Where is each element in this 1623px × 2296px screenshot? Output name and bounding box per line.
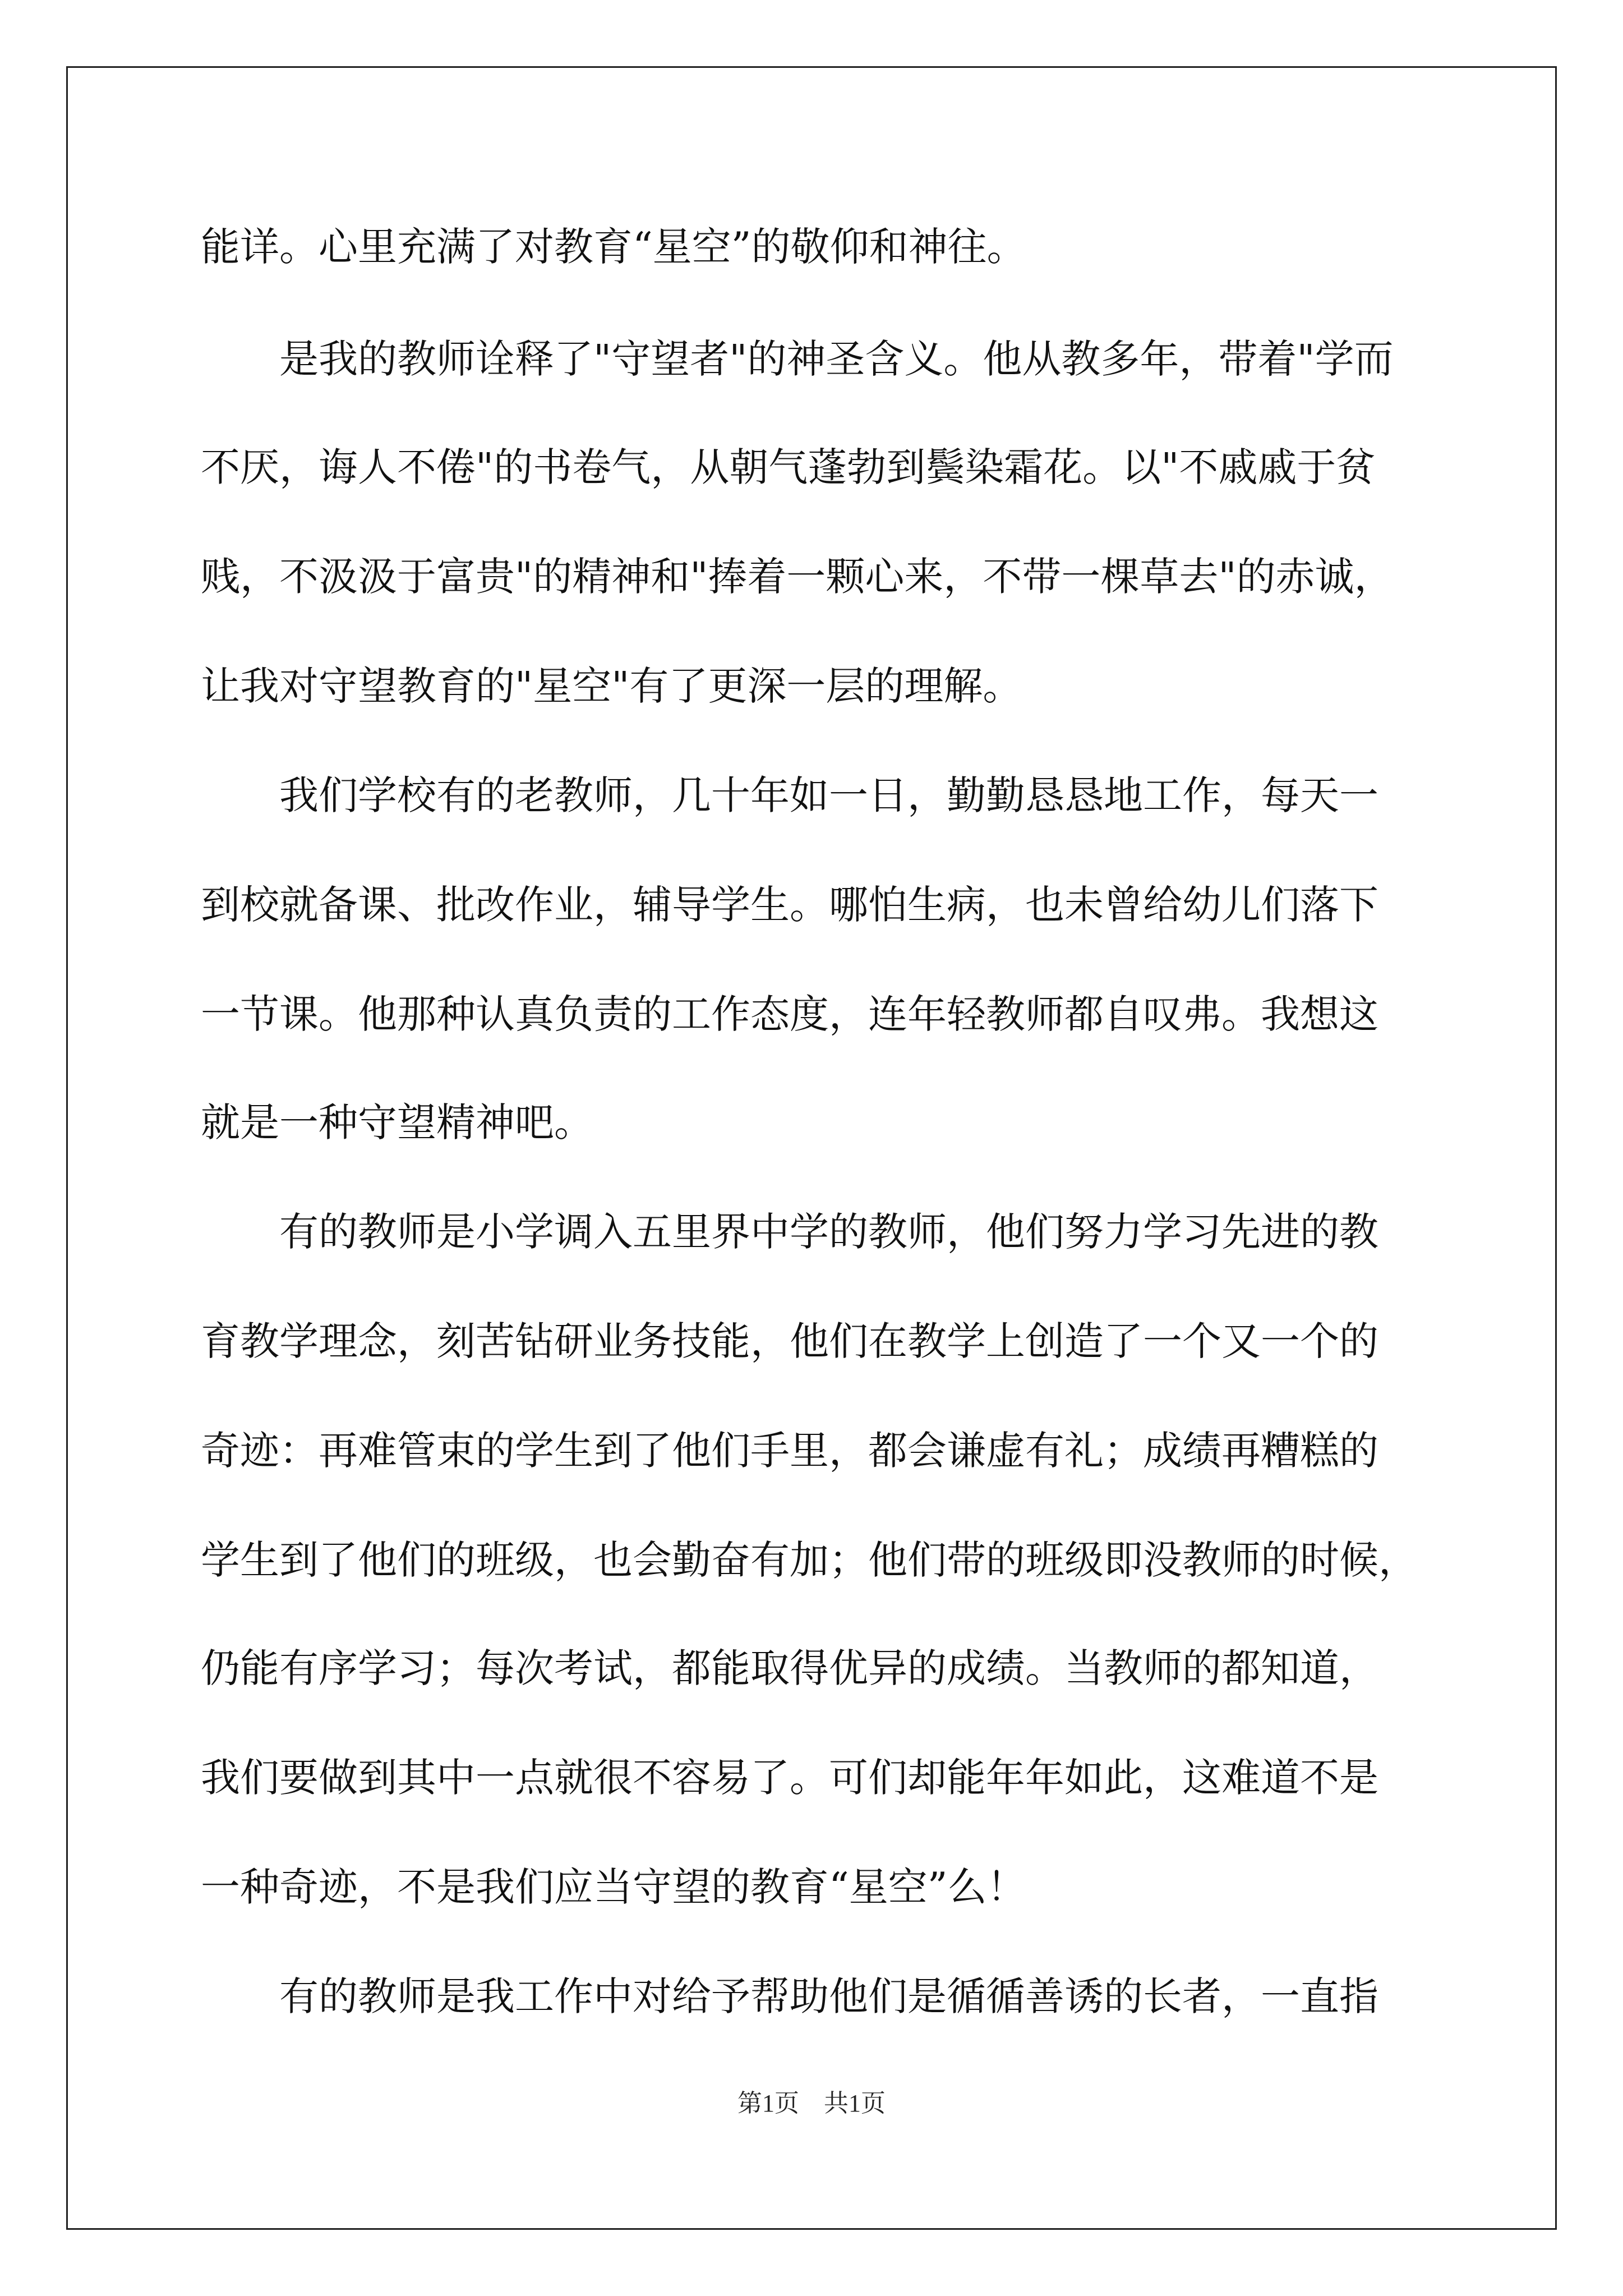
text-line: 奇迹：再难管束的学生到了他们手里，都会谦虚有礼；成绩再糟糕的 [201,1428,1378,1474]
text-line: 到校就备课、批改作业，辅导学生。哪怕生病，也未曾给幼儿们落下 [201,882,1378,928]
text-line: 有的教师是我工作中对给予帮助他们是循循善诱的长者，一直指 [201,1973,1378,2019]
text-line: 一节课。他那种认真负责的工作态度，连年轻教师都自叹弗。我想这 [201,991,1378,1037]
text-line: 让我对守望教育的"星空"有了更深一层的理解。 [201,663,1022,709]
text-line: 一种奇迹，不是我们应当守望的教育“星空”么！ [201,1864,1026,1910]
text-line: 有的教师是小学调入五里界中学的教师，他们努力学习先进的教 [201,1209,1378,1255]
text-line: 我们要做到其中一点就很不容易了。可们却能年年如此，这难道不是 [201,1755,1378,1801]
text-line: 我们学校有的老教师，几十年如一日，勤勤恳恳地工作，每天一 [201,772,1378,818]
text-line: 是我的教师诠释了"守望者"的神圣含义。他从教多年，带着"学而 [201,336,1394,382]
text-line: 就是一种守望精神吧。 [201,1099,593,1145]
text-line: 学生到了他们的班级，也会勤奋有加；他们带的班级即没教师的时候， [201,1537,1418,1583]
page-number-footer: 第1页 共1页 [737,2090,886,2117]
text-line: 仍能有序学习；每次考试，都能取得优异的成绩。当教师的都知道， [201,1645,1378,1691]
text-line: 贱，不汲汲于富贵"的精神和"捧着一颗心来，不带一棵草去"的赤诚， [201,554,1394,600]
text-line: 不厌，诲人不倦"的书卷气，从朝气蓬勃到鬓染霜花。以"不戚戚于贫 [201,444,1376,490]
text-line: 育教学理念，刻苦钻研业务技能，他们在教学上创造了一个又一个的 [201,1318,1378,1364]
text-line: 能详。心里充满了对教育“星空”的敬仰和神往。 [201,224,1026,270]
